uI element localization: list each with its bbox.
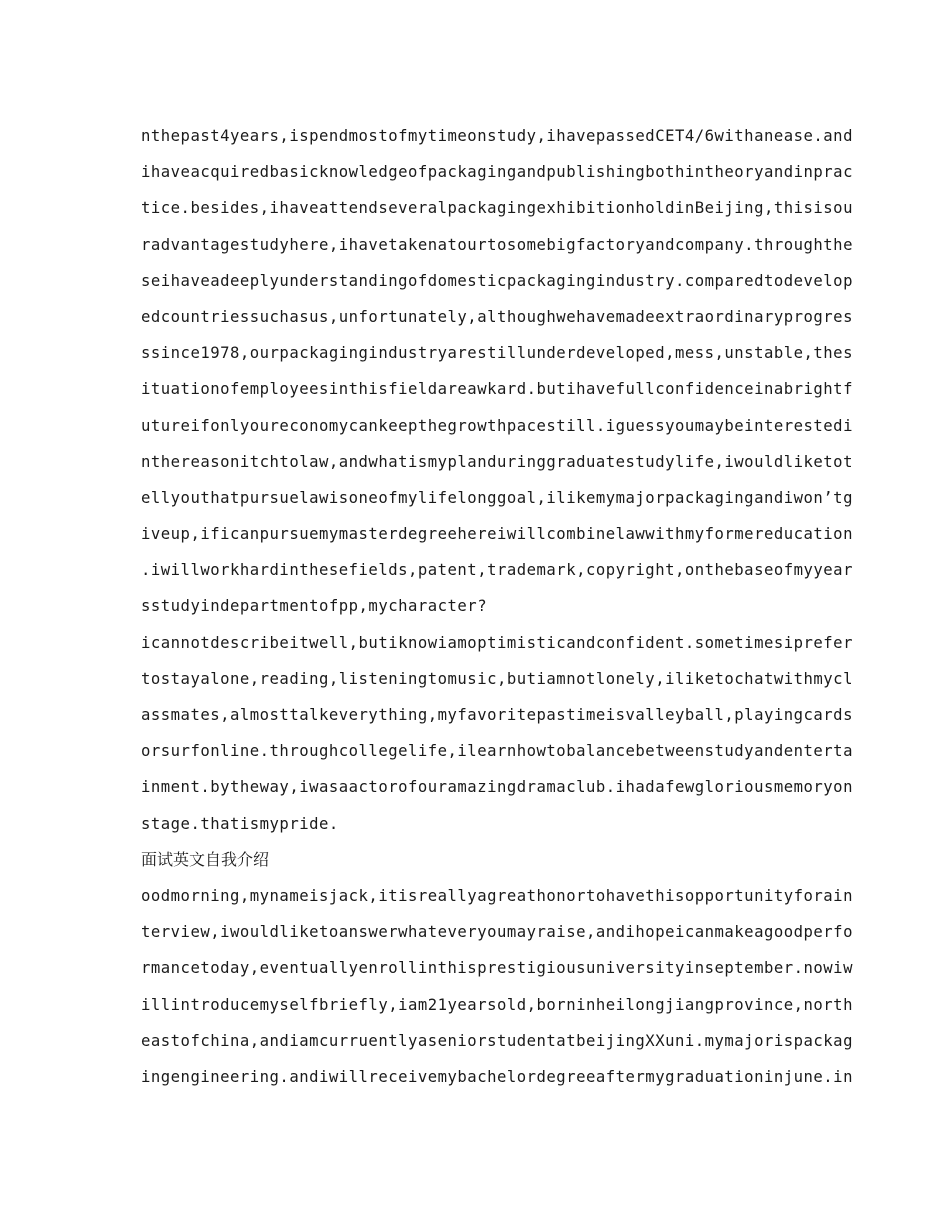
text-line: ituationofemployeesinthisfieldareawkard.butihavefullconfidenceinabrightf [141,380,853,399]
text-line: ssince1978,ourpackagingindustryarestillunderdeveloped,mess,unstable,thes [141,344,853,363]
text-line: oodmorning,mynameisjack,itisreallyagreathonortohavethisopportunityforain [141,886,853,905]
text-line: ihaveacquiredbasicknowledgeofpackagingandpublishingbothintheoryandinprac [141,163,853,182]
text-line: tostayalone,reading,listeningtomusic,butiamnotlonely,iliketochatwithmycl [141,669,853,688]
text-line: icannotdescribeitwell,butiknowiamoptimisticandconfident.sometimesiprefer [141,633,853,652]
text-line: rmancetoday,eventuallyenrollinthisprestigiousuniversityinseptember.nowiw [141,959,853,978]
text-line: ellyouthatpursuelawisoneofmylifelonggoal,ilikemymajorpackagingandiwon’tg [141,488,853,507]
text-line: radvantagestudyhere,ihavetakenatourtosomebigfactoryandcompany.throughthe [141,235,853,254]
text-line: illintroducemyselfbriefly,iam21yearsold,borninheilongjiangprovince,north [141,995,853,1014]
text-line: seihaveadeeplyunderstandingofdomesticpackagingindustry.comparedtodevelop [141,271,853,290]
text-line: assmates,almosttalkeverything,myfavoritepastimeisvalleyball,playingcards [141,706,853,724]
text-line: terview,iwouldliketoanswerwhateveryoumayraise,andihopeicanmakeagoodperfo [141,923,853,942]
text-line: nthepast4years,ispendmostofmytimeonstudy,ihavepassedCET4/6withanease.and [141,127,853,145]
text-line: edcountriessuchasus,unfortunately,althoughwehavemadeextraordinaryprogres [141,307,853,326]
text-line: tice.besides,ihaveattendseveralpackagingexhibitionholdinBeijing,thisisou [141,199,853,218]
text-line: sstudyindepartmentofpp,mycharacter? [141,597,488,616]
text-line: ingengineering.andiwillreceivemybachelordegreeaftermygraduationinjune.in [141,1067,853,1086]
document-body [141,118,853,1095]
text-line: eastofchina,andiamcurruentlyaseniorstudentatbeijingXXuni.mymajorispackag [141,1031,853,1050]
text-line: nthereasonitchtolaw,andwhatismyplanduringgraduatestudylife,iwouldliketot [141,452,853,471]
text-line: stage.thatismypride. [141,814,339,833]
text-line: inment.bytheway,iwasaactorofouramazingdramaclub.ihadafewgloriousmemoryon [141,778,853,797]
section-heading: 面试英文自我介绍 [141,849,270,869]
text-line: .iwillworkhardinthesefields,patent,trademark,copyright,onthebaseofmyyear [141,561,853,580]
text-line: iveup,ificanpursuemymasterdegreehereiwillcombinelawwithmyformereducation [141,525,853,544]
text-line: orsurfonline.throughcollegelife,ilearnhowtobalancebetweenstudyandenterta [141,742,853,761]
text-line: utureifonlyoureconomycankeepthegrowthpacestill.iguessyoumaybeinterestedi [141,416,853,435]
